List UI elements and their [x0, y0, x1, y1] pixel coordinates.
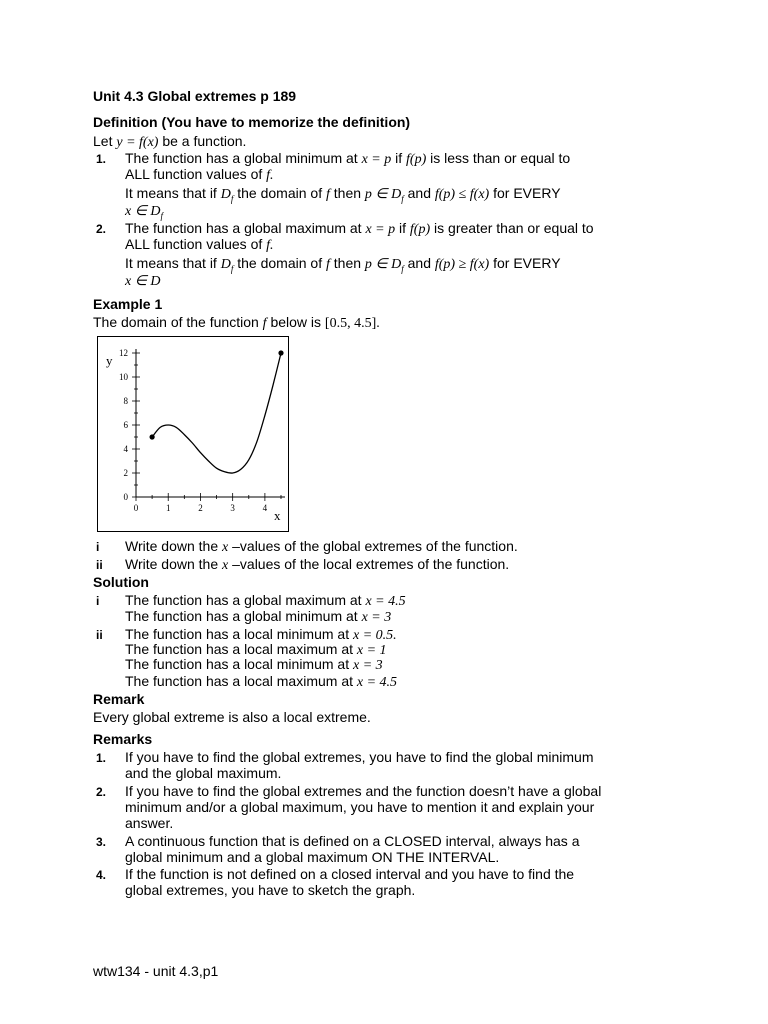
definition-item-1-line-2	[125, 166, 274, 184]
text: the domain of	[233, 255, 326, 271]
math: x	[222, 540, 229, 555]
definition-item-1-number: 1.	[96, 152, 107, 166]
remarks-item-line: and the global maximum.	[125, 765, 282, 781]
text: The domain of the function	[93, 314, 263, 330]
math: x = p	[361, 152, 392, 167]
remarks-item-line: If you have to find the global extremes, you have to find the global minimum	[125, 749, 594, 765]
text: if	[391, 150, 407, 166]
math: x = p	[365, 222, 396, 237]
y-tick-label: 8	[123, 396, 128, 406]
remarks-item-line: global minimum and a global maximum ON THE INTERVAL.	[125, 849, 500, 865]
text: and	[403, 255, 435, 271]
text: for EVERY	[489, 255, 561, 271]
math: x = 3	[353, 658, 383, 673]
y-tick-label: 12	[119, 348, 128, 358]
text: Write down the	[125, 538, 223, 554]
solution-line	[125, 656, 383, 674]
x-tick-label: 2	[198, 503, 203, 513]
text: The function has a global maximum at	[125, 220, 366, 236]
y-tick-label: 10	[119, 372, 128, 382]
text: The function has a local maximum at	[125, 673, 357, 689]
math: p ∈ D	[364, 257, 402, 272]
text: is less than or equal to	[426, 150, 571, 166]
function-curve	[152, 353, 281, 473]
y-tick-label: 0	[123, 492, 128, 502]
y-tick-label: 4	[123, 444, 128, 454]
definition-label: Definition	[93, 114, 162, 130]
math: f(p) ≤ f(x)	[434, 187, 490, 202]
text: It means that if	[125, 185, 221, 201]
text: is greater than or equal to	[430, 220, 594, 236]
solution-i-number: i	[96, 594, 100, 608]
remarks-item-2-number: 2.	[96, 785, 107, 799]
x-tick-label: 3	[230, 503, 235, 513]
let-prefix: Let	[93, 133, 117, 149]
math: f.	[266, 238, 274, 253]
math: f	[325, 187, 330, 202]
definition-item-2-line-3	[125, 255, 561, 277]
x-tick-label: 4	[262, 503, 268, 513]
text: It means that if	[125, 255, 221, 271]
text: The function has a local minimum at	[125, 626, 353, 642]
x-tick-label: 0	[133, 503, 139, 513]
math-sub: f	[230, 193, 234, 204]
definition-item-1-line-3	[125, 185, 561, 207]
math: f(p)	[406, 152, 427, 167]
text: The function has a global maximum at	[125, 592, 366, 608]
x-tick-label: 1	[165, 503, 171, 513]
math: x = 3	[361, 610, 392, 625]
remark-title: Remark	[93, 691, 145, 707]
question-ii-number: ii	[96, 558, 103, 572]
definition-item-2-line-2	[125, 236, 274, 254]
text: The function has a local maximum at	[125, 641, 357, 657]
text: ALL function values of	[125, 166, 267, 182]
question-ii	[125, 556, 509, 574]
math: x = 4.5	[356, 675, 398, 690]
y-tick-label: 2	[123, 468, 128, 478]
text: Write down the	[125, 556, 223, 572]
definition-item-2-line-4	[125, 272, 161, 290]
math: f.	[266, 168, 274, 183]
example-text	[93, 314, 380, 332]
text: The function has a local minimum at	[125, 656, 353, 672]
question-i-number: i	[96, 540, 100, 554]
text: then	[329, 185, 365, 201]
math: D	[220, 187, 231, 202]
let-math: y = f(x)	[116, 135, 159, 150]
solution-line	[125, 673, 397, 691]
endpoint-dot	[278, 350, 283, 355]
remarks-item-3-number: 3.	[96, 835, 107, 849]
math: x ∈ D	[125, 274, 161, 289]
text: and	[403, 185, 435, 201]
remark-text: Every global extreme is also a local extreme.	[93, 709, 371, 725]
text: then	[329, 255, 365, 271]
definition-item-2-number: 2.	[96, 222, 107, 236]
math-sub: f	[401, 263, 404, 274]
math: f(p)	[409, 222, 431, 237]
remarks-item-1-number: 1.	[96, 751, 107, 765]
remarks-item-line: minimum and/or a global maximum, you have to mention it and explain your	[125, 799, 595, 815]
math: x = 0.5.	[353, 628, 397, 643]
math: f(p) ≥ f(x)	[434, 257, 490, 272]
text: below is	[266, 314, 325, 330]
y-tick-label: 6	[123, 420, 128, 430]
math: x	[222, 558, 229, 573]
math: x = 1	[356, 643, 387, 658]
remarks-item-line: If the function is not defined on a closed interval and you have to find the	[125, 866, 575, 882]
text: ALL function values of	[125, 236, 267, 252]
solution-ii-number: ii	[96, 628, 103, 642]
question-i	[125, 538, 518, 556]
interval: [0.5, 4.5].	[324, 316, 380, 331]
remarks-item-line: answer.	[125, 815, 174, 831]
x-axis-label: x	[274, 508, 281, 523]
remarks-title: Remarks	[93, 731, 153, 747]
definition-let	[93, 133, 246, 151]
let-suffix: be a function.	[158, 133, 247, 149]
math-sub: f	[401, 193, 404, 204]
remarks-item-line: A continuous function that is defined on a CLOSED interval, always has a	[125, 833, 580, 849]
math: x ∈ D	[125, 204, 161, 219]
chart-svg	[98, 337, 288, 531]
definition-heading	[93, 114, 410, 130]
math-sub: f	[160, 210, 164, 221]
math-sub: f	[230, 263, 234, 274]
text: –values of the local extremes of the function.	[228, 556, 510, 572]
text: if	[395, 220, 410, 236]
math: p ∈ D	[364, 187, 402, 202]
remarks-item-line: global extremes, you have to sketch the graph.	[125, 882, 416, 898]
function-graph	[97, 336, 289, 532]
example-title: Example 1	[93, 296, 163, 312]
solution-title: Solution	[93, 574, 149, 590]
remarks-item-4-number: 4.	[96, 868, 107, 882]
remarks-item-line: If you have to find the global extremes and the function doesn’t have a global	[125, 783, 602, 799]
text: for EVERY	[489, 185, 561, 201]
endpoint-dot	[150, 434, 155, 439]
y-axis-label: y	[106, 353, 113, 368]
page-footer: wtw134 - unit 4.3,p1	[93, 963, 219, 979]
solution-line	[125, 608, 391, 626]
text: The function has a global minimum at	[125, 150, 362, 166]
math: f	[262, 316, 267, 331]
text: –values of the global extremes of the function.	[228, 538, 518, 554]
page-title: Unit 4.3 Global extremes p 189	[93, 88, 297, 104]
math: f	[325, 257, 330, 272]
text: The function has a global minimum at	[125, 608, 362, 624]
math: D	[220, 257, 231, 272]
text: the domain of	[233, 185, 326, 201]
math: x = 4.5	[365, 594, 406, 609]
definition-note: (You have to memorize the definition)	[161, 114, 411, 130]
